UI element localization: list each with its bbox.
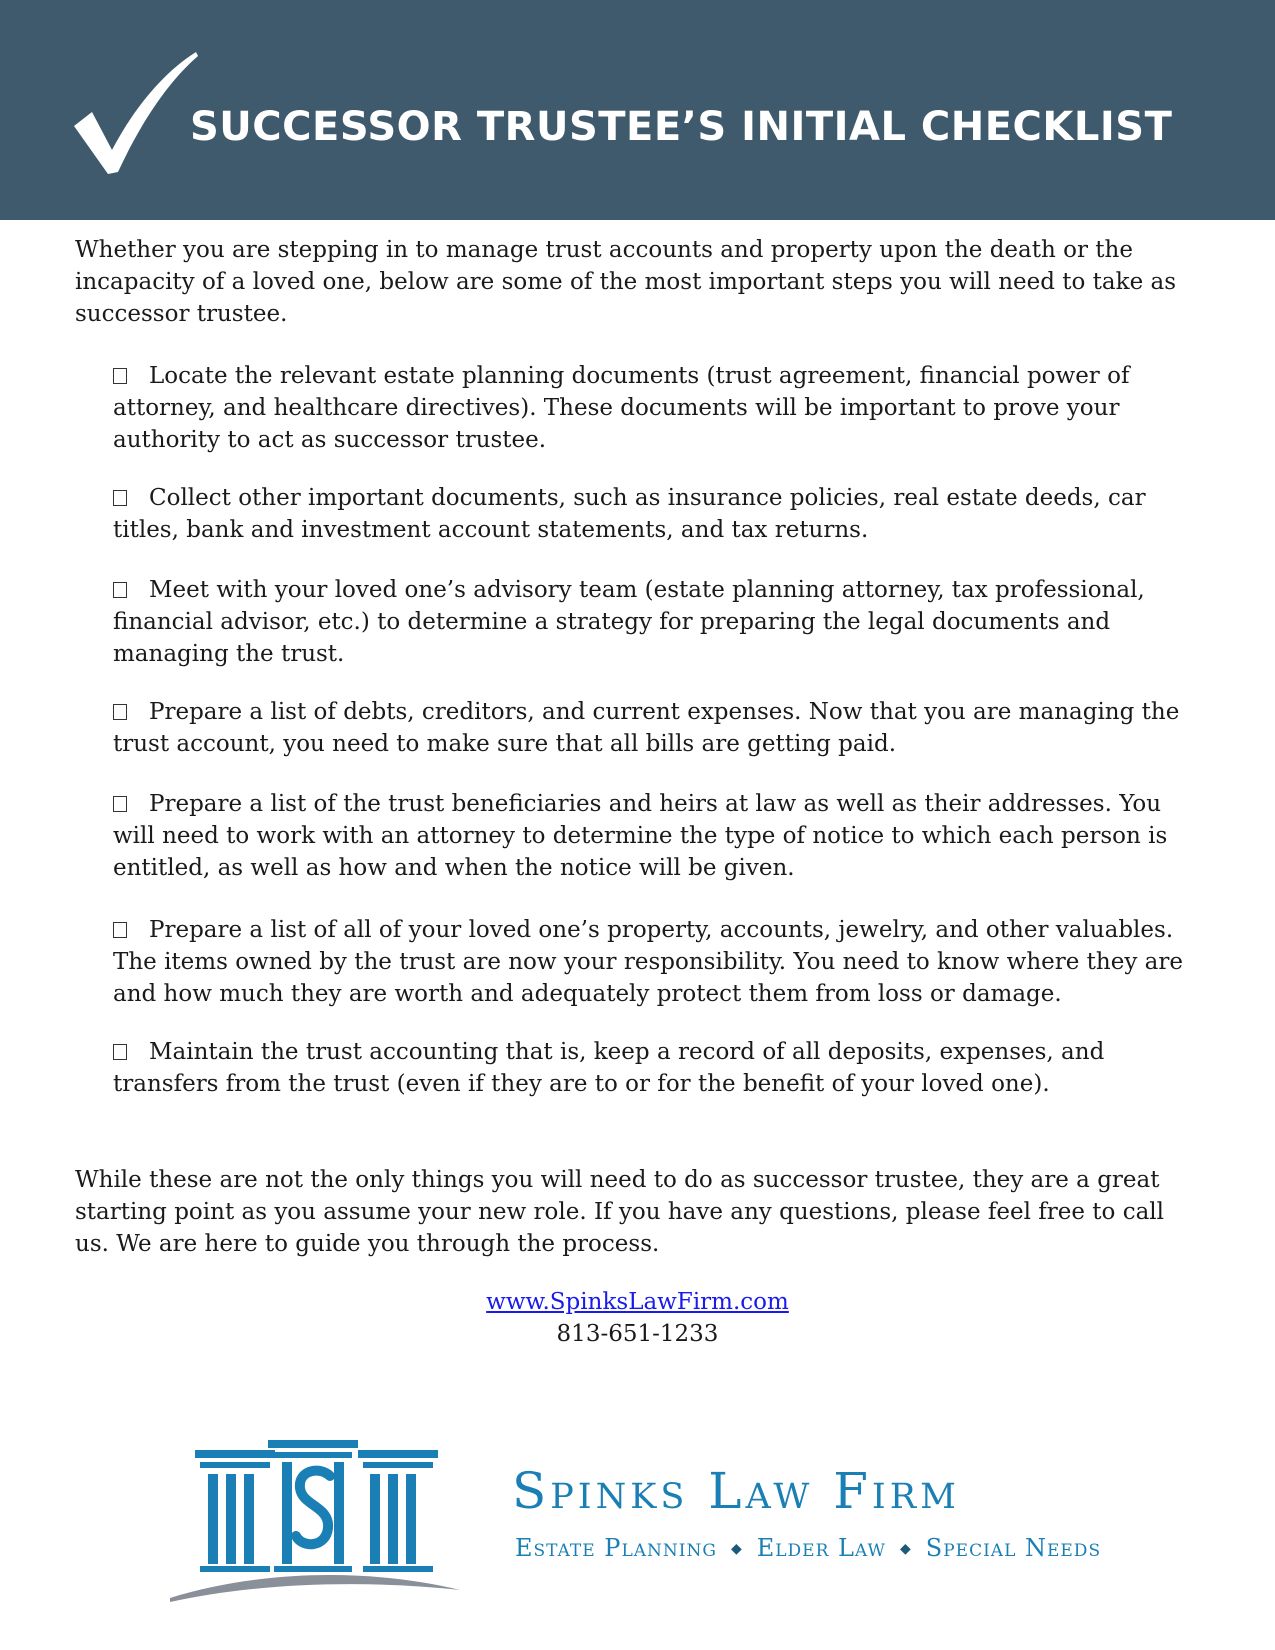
checkbox-icon[interactable] (113, 796, 127, 812)
checkbox-icon[interactable] (113, 582, 127, 598)
page-title: SUCCESSOR TRUSTEE’S INITIAL CHECKLIST (190, 104, 1173, 150)
website-link[interactable]: www.SpinksLawFirm.com (486, 1289, 789, 1315)
checklist-item (113, 788, 1203, 884)
closing-paragraph: While these are not the only things you will need to do as successor trustee, they are a great starting point as you assume your new role. If you have any questions, please feel free to call us. We are here to guide you through the process. (75, 1167, 1165, 1257)
checkbox-icon[interactable] (113, 490, 127, 506)
checklist-item-text: Prepare a list of all of your loved one’s property, accounts, jewelry, and other valuables. The items owned by the trust are now your responsibility. You need to know where they are and how much they are worth and adequately protect them from loss or damage. (113, 917, 1183, 1007)
checkbox-icon[interactable] (113, 704, 127, 720)
diamond-separator-icon: ◆ (900, 1541, 912, 1557)
checklist-item-text: Meet with your loved one’s advisory team (estate planning attorney, tax professional, financial advisor, etc.) to determine a strategy for preparing the legal documents and managing the trust. (113, 577, 1145, 667)
firm-tagline (515, 1534, 1101, 1562)
checklist-item-text: Locate the relevant estate planning documents (trust agreement, financial power of attorney, and healthcare directives). These documents will be important to prove your authority to act as successor trustee. (113, 363, 1130, 453)
checkbox-icon[interactable] (113, 1044, 127, 1060)
firm-name: Spinks Law Firm (512, 1462, 960, 1520)
intro-paragraph: Whether you are stepping in to manage trust accounts and property upon the death or the incapacity of a loved one, below are some of the most important steps you will need to take as successor trustee. (75, 237, 1177, 327)
checklist-item (113, 574, 1203, 670)
checklist-item-text: Prepare a list of the trust beneficiaries and heirs at law as well as their addresses. You will need to work with an attorney to determine the type of notice to which each person is entitled, as well as how and when the notice will be given. (113, 791, 1168, 881)
checkbox-icon[interactable] (113, 368, 127, 384)
checklist-item-text: Prepare a list of debts, creditors, and current expenses. Now that you are managing the trust account, you need to make sure that all bills are getting paid. (113, 699, 1180, 757)
checkbox-icon[interactable] (113, 922, 127, 938)
tagline-elder-law: Elder Law (756, 1534, 886, 1562)
checklist-item (113, 1036, 1203, 1100)
header-banner (0, 0, 1275, 220)
tagline-special-needs: Special Needs (925, 1534, 1102, 1562)
checklist-item (113, 482, 1203, 546)
checklist-item-text: Maintain the trust accounting that is, keep a record of all deposits, expenses, and transfers from the trust (even if they are to or for the benefit of your loved one). (113, 1039, 1105, 1097)
pillars-s-logo-icon (170, 1440, 490, 1605)
phone-number: 813-651-1233 (556, 1321, 719, 1347)
checklist-item (113, 914, 1203, 1010)
tagline-estate-planning: Estate Planning (515, 1534, 717, 1562)
contact-block (0, 1286, 1275, 1350)
checklist-item (113, 696, 1203, 760)
diamond-separator-icon: ◆ (730, 1541, 743, 1557)
checklist-item-text: Collect other important documents, such as insurance policies, real estate deeds, car titles, bank and investment account statements, and tax returns. (113, 485, 1146, 543)
checklist-item (113, 360, 1203, 456)
